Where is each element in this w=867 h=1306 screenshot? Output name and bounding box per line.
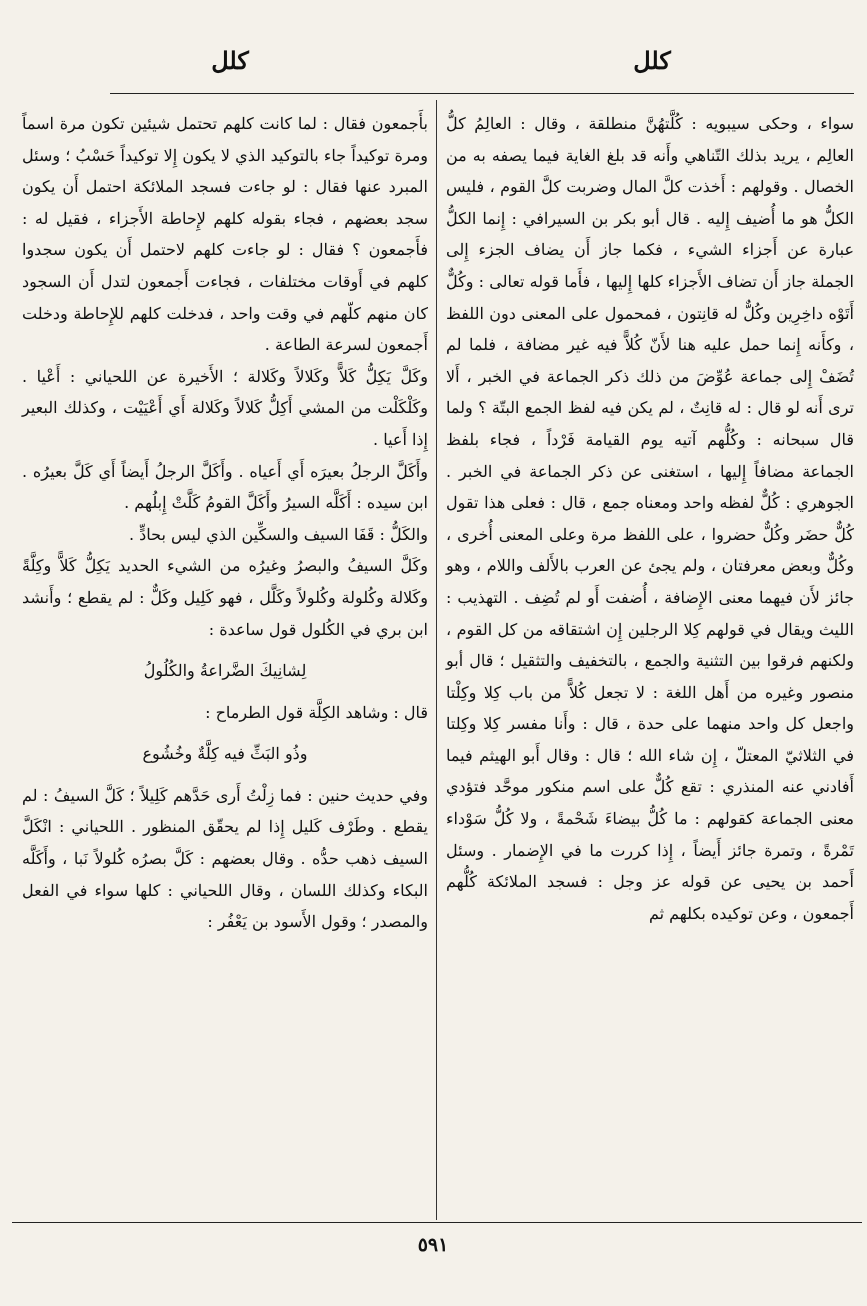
header-rule [110,93,854,94]
column-divider [436,100,437,1220]
paragraph: وكَلَّ السيفُ والبصرُ وغيرُه من الشيء الحديد يَكِلُّ كَلاًّ وكِلَّةً وكَلالة وكُلولة وكُلولاً وكَلَّل ، فهو كَلِيل وكَلٌّ : لم يقطع ؛ وأَنشد ابن بري في الكُلول قول ساعدة : [22,556,428,639]
paragraph: سواء ، وحكى سيبويه : كُلَّتهُنَّ منطلقة ، وقال : العالِمُ كلُّ العالِم ، يريد بذلك التّناهي وأَنه قد بلغ الغاية فيما يصفه به من الخصال . وقولهم : أَخذت كلَّ المال وضربت كلَّ القوم ، فليس الكلُّ هو ما أُضيف إِليه . قال أبو بكر بن السيرافي : إِنما الكلُّ عبارة عن أَجزاء الشيء ، فكما جاز أَن يضاف الجزء إِلى الجملة جاز أَن تضاف الأَجزاء كلها إِليها ، فأَما قوله تعالى : وكُلٌّ أَتَوْه داخِرِين وكُلٌّ له قانِتون ، فمحمول على المعنى دون اللفظ ، وكأَنه إِنما حمل عليه هنا لأَنّ كُلاًّ فيه غير مضافة ، فلما لم تُضَفْ إِلى جماعة عُوِّضَ من ذلك ذكر الجماعة في الخبر ، أَلا ترى أَنه لو قال : له قانِتٌ ، لم يكن فيه لفظ الجمع البتّة ؟ ولما قال سبحانه : وكُلُّهم آتيه يوم القيامة فَرْداً ، فجاء بلفظ الجماعة مضافاً إِليها ، استغنى عن ذكر الجماعة في الخبر . الجوهري : كُلٌّ لفظه واحد ومعناه جمع ، قال : فعلى هذا تقول كُلٌّ حضَر وكُلٌّ حضروا ، على اللفظ مرة وعلى المعنى أُخرى ، وكُلٌّ وبعض معرفتان ، ولم يجئ عن العرب بالأَلف واللام ، وهو جائز لأَن فيهما معنى الإِضافة ، أُضفت أَو لم تُضِف . التهذيب : الليث ويقال في قولهم كِلا الرجلين إِن اشتقاقه من كل القوم ، ولكنهم فرقوا بين التثنية والجمع ، بالتخفيف والتثقيل ؛ قال أبو منصور وغيره من أَهل اللغة : لا تجعل كُلاًّ من باب كِلا وكِلْتا واجعل كل واحد منهما على حدة ، قال : وأَنا مفسر كِلا وكِلتا في الثلاثيّ المعتلّ ، إِن شاء الله ؛ قال : وقال أَبو الهيثم فيما أَفادني عنه المنذري : تقع كُلٌّ على اسم منكور موحَّد فتؤدي معنى الجماعة كقولهم : ما كُلُّ بيضاءَ شَحْمةً ، ولا كُلُّ سَوْداء تَمْرةً ، وتمرة جائز أَيضاً ، إِذا كررت ما في الإِضمار . وسئل أَحمد بن يحيى عن قوله عز وجل : فسجد الملائكة كُلُّهم أَجمعون ، وعن توكيده بكلهم ثم [446,114,855,923]
paragraph: قال : وشاهد الكِلَّة قول الطرماح : [205,702,428,722]
verse-line: وذُو البَثِّ فيه كِلَّةٌ وخُشُوع [142,744,308,764]
running-head-left: كلل [211,46,249,75]
footer-rule [12,1222,862,1223]
paragraph: والكَلُّ : قَفَا السيف والسكِّين الذي ليس بحادٍّ . [128,524,428,544]
paragraph: وأَكَلَّ الرجلُ بعيرَه أَي أَعياه . وأَكَلَّ الرجلُ أَيضاً أَي كَلَّ بعيرُه . ابن سيده : أَكَلَّه السيرُ وأَكَلَّ القومُ كَلَّتْ إِبلُهم . [22,461,428,513]
right-column [446,108,854,929]
paragraph: وفي حديث حنين : فما زِلْتُ أَرى حَدَّهم كَلِيلاً ؛ كَلَّ السيفُ : لم يقطع . وطَرْف كَليل إِذا لم يحقّق المنظور . اللحياني : انْكَلَّ السيف ذهب حدُّه . وقال بعضهم : كَلَّ بصرُه كُلولاً نَبا ، وأَكَلَّه البكاء وكذلك اللسان ، وقال اللحياني : كلها سواء في الفعل والمصدر ؛ وقول الأَسود بن يَعْفُر : [22,785,428,932]
page-number: ٥٩١ [417,1234,449,1256]
running-head-right: كلل [633,46,671,75]
paragraph: وكَلَّ يَكِلُّ كَلاًّ وكَلالاً وكَلالة ؛ الأَخيرة عن اللحياني : أَعْيا . وكَلْكَلْت من المشي أَكِلُّ كَلالاً وكَلالة أَي أَعْيَيْت ، وكذلك البعير إِذا أَعيا . [22,366,428,449]
paragraph: بأَجمعون فقال : لما كانت كلهم تحتمل شيئين تكون مرة اسماً ومرة توكيداً جاء بالتوكيد الذي لا يكون إِلا توكيداً حَسْبُ ؛ وسئل المبرد عنها فقال : لو جاءت فسجد الملائكة احتمل أَن يكون سجد بعضهم ، فجاء بقوله كلهم لإِحاطة الأَجزاء ، فقيل له : فأَجمعون ؟ فقال : لو جاءت كلهم لاحتمل أَن يكون سجدوا كلهم في أَوقات مختلفات ، فجاءت أَجمعون لتدل أَن السجود كان منهم كلّهم في وقت واحد ، فدخلت كلهم للإِحاطة ودخلت أَجمعون لسرعة الطاعة . [22,114,428,355]
verse-line: لِشانِيكَ الضَّراعةُ والكُلُولُ [143,661,307,681]
left-column [22,108,428,938]
